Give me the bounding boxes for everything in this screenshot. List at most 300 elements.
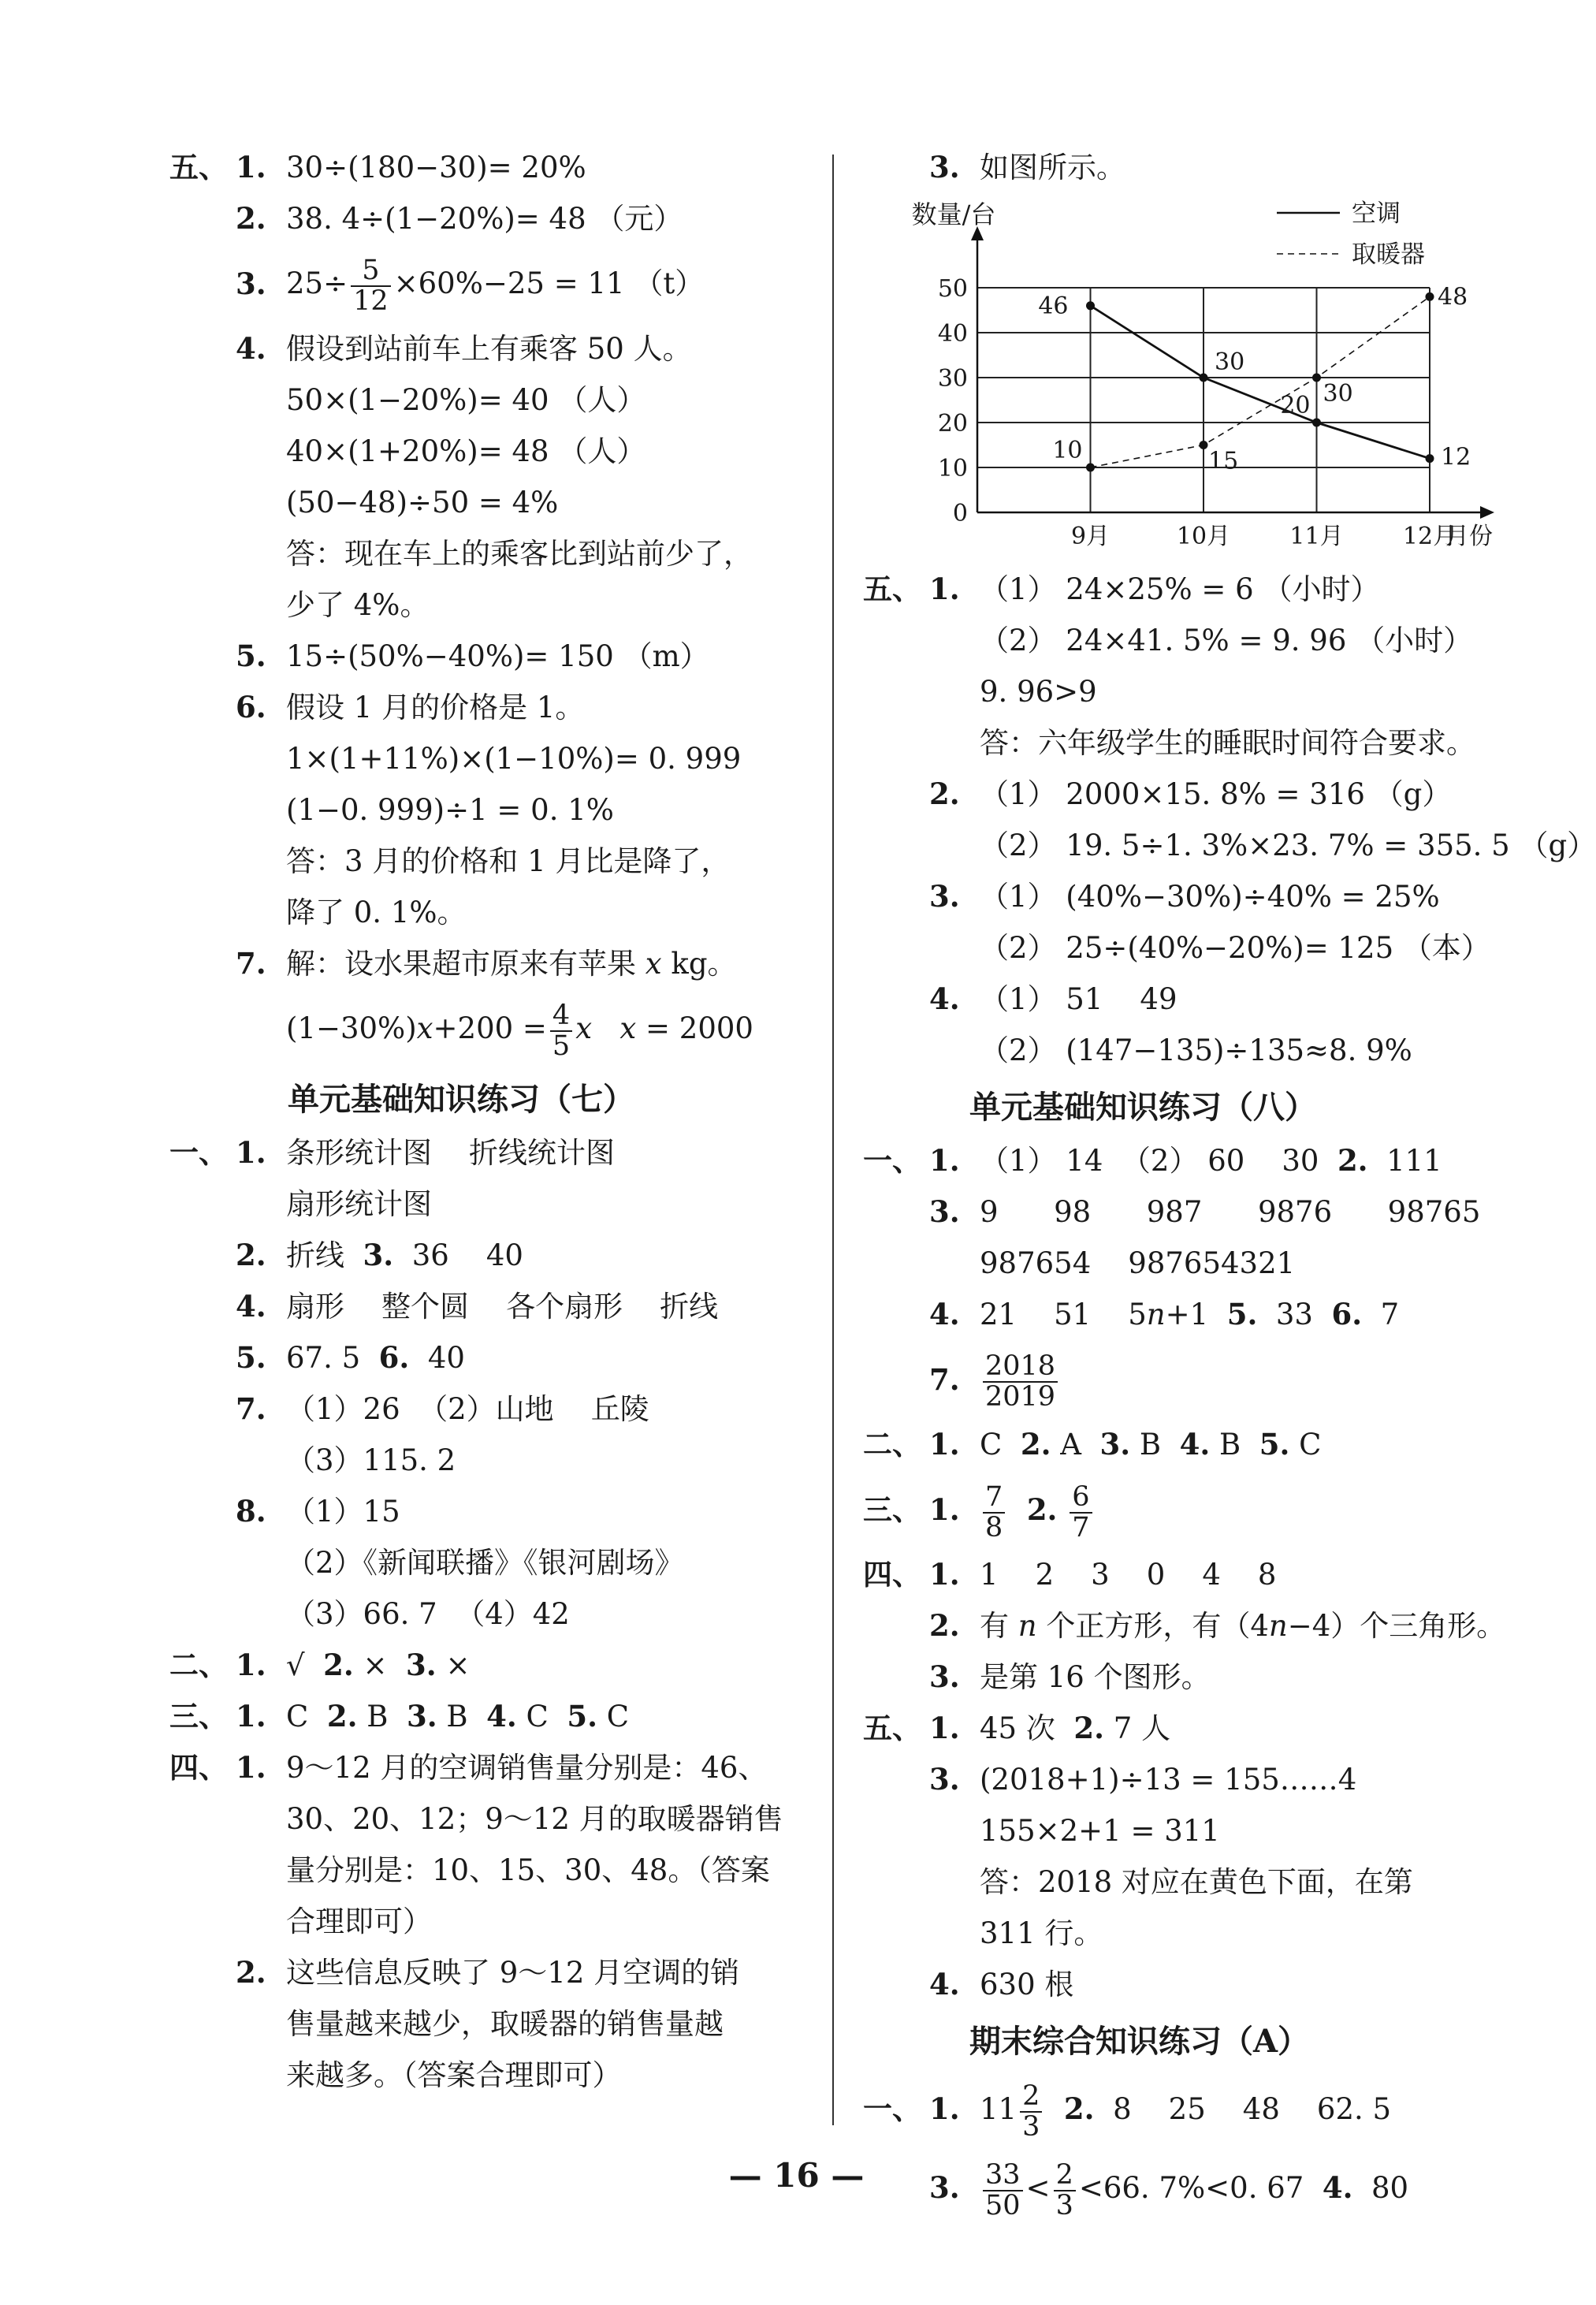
- numerator: 2: [1054, 2161, 1076, 2191]
- numerator: 7: [983, 1483, 1005, 1514]
- question-number: 4.: [929, 981, 960, 1016]
- question-number: 5.: [1226, 1297, 1258, 1331]
- question-number: 5.: [567, 1699, 597, 1733]
- expr-part: B: [357, 1700, 407, 1733]
- answer-line: [169, 733, 824, 784]
- section-label: 二、: [169, 1648, 228, 1682]
- answer-line: [863, 1908, 1541, 1959]
- expr-part: √: [286, 1648, 324, 1682]
- answer-text: 30、20、12；9～12 月的取暖器销售: [286, 1802, 783, 1836]
- section-heading: 单元基础知识练习（七）: [288, 1081, 634, 1118]
- expr-part: 8 25 48 62. 5: [1094, 2092, 1392, 2126]
- answer-line: [169, 836, 824, 887]
- answer-text: (1−0. 999)÷1 = 0. 1%: [286, 793, 614, 827]
- answer-text: 量分别是：10、15、30、48。（答案: [286, 1853, 770, 1887]
- data-point: [1086, 464, 1095, 472]
- answer-line: [169, 193, 824, 244]
- question-number: 1.: [929, 2091, 960, 2126]
- answer-line: [863, 1186, 1541, 1238]
- answer-text: 630 根: [980, 1968, 1074, 2002]
- expr-part: 45 次: [980, 1711, 1074, 1745]
- answer-text: 15÷(50%−40%)= 150 （m）: [286, 639, 709, 673]
- answer-text: 40×(1+20%)= 48 （人）: [286, 434, 646, 468]
- answer-text: 311 行。: [980, 1916, 1103, 1950]
- answer-line: [169, 1537, 824, 1588]
- answer-text: 答：六年级学生的睡眠时间符合要求。: [980, 726, 1475, 760]
- answer-text: 假设到站前车上有乘客 50 人。: [286, 332, 692, 366]
- whole-number: 11: [980, 2092, 1017, 2126]
- answer-text: 30÷(180−30)= 20%: [286, 151, 586, 184]
- answer-line: [863, 666, 1541, 717]
- question-number: 2.: [326, 1699, 358, 1733]
- y-tick-label: 10: [937, 455, 968, 482]
- denominator: 3: [1022, 2110, 1040, 2143]
- answer-line: [863, 1651, 1541, 1703]
- expr-part: 有: [980, 1609, 1018, 1643]
- expr-part: [592, 1011, 619, 1045]
- column-divider: [832, 155, 834, 2125]
- question-number: 3.: [929, 150, 960, 184]
- answer-line: [169, 1588, 824, 1640]
- question-number: 1.: [236, 1648, 266, 1682]
- question-number: 2.: [1063, 2091, 1095, 2126]
- question-number: 3.: [406, 1648, 437, 1682]
- expr-part: 36 40: [393, 1238, 523, 1272]
- answer-text: [286, 1230, 523, 1281]
- expr-part: 33: [1257, 1298, 1332, 1331]
- question-number: 6.: [378, 1340, 410, 1375]
- answer-text: 9 98 987 9876 98765: [980, 1195, 1481, 1229]
- question-number: 7.: [929, 1362, 960, 1397]
- answer-line: [169, 1281, 824, 1332]
- answer-line: [169, 374, 824, 426]
- expr-part: （1） 14 （2） 60 30: [980, 1144, 1337, 1178]
- numerator: 5: [351, 256, 391, 287]
- x-tick-label: 11月: [1289, 523, 1344, 550]
- answer-text: 1×(1+11%)×(1−10%)= 0. 999: [286, 742, 742, 776]
- question-number: 3.: [929, 1194, 960, 1229]
- data-point: [1200, 374, 1208, 382]
- answer-text: （3）66. 7 （4）42: [286, 1597, 570, 1631]
- answer-text: [286, 1691, 629, 1742]
- answer-line: [169, 887, 824, 938]
- fraction: [550, 1001, 572, 1061]
- question-number: 1.: [929, 1427, 960, 1462]
- variable: x: [619, 1011, 637, 1045]
- answer-line: [169, 323, 824, 374]
- answer-line: [169, 1640, 824, 1691]
- question-number: 6.: [236, 690, 266, 724]
- answer-line: [863, 1600, 1541, 1651]
- denominator: 8: [985, 1511, 1003, 1543]
- legend-label: 空调: [1352, 199, 1401, 228]
- answer-text: （1） 2000×15. 8% = 316 （g）: [980, 777, 1452, 811]
- question-number: 3.: [929, 2170, 960, 2205]
- answer-text: 扇形 整个圆 各个扇形 折线: [286, 1290, 719, 1324]
- denominator: 50: [985, 2189, 1021, 2221]
- answer-line: [863, 1135, 1541, 1186]
- answer-text: 答：2018 对应在黄色下面，在第: [980, 1865, 1413, 1899]
- answer-line: [169, 244, 824, 323]
- question-number: 2.: [1026, 1492, 1058, 1527]
- question-number: 4.: [1179, 1427, 1211, 1462]
- answer-line: [169, 989, 824, 1068]
- expr-part: 111: [1367, 1144, 1442, 1178]
- answer-line: [863, 974, 1541, 1025]
- answer-text: 答：3 月的价格和 1 月比是降了，: [286, 844, 731, 878]
- question-number: 3.: [406, 1699, 437, 1733]
- answer-text: 155×2+1 = 311: [980, 1814, 1220, 1848]
- answer-line: [169, 426, 824, 477]
- data-label: 10: [1052, 437, 1083, 464]
- denominator: 3: [1055, 2189, 1073, 2221]
- answer-line: [169, 1179, 824, 1230]
- numerator: 33: [983, 2161, 1023, 2191]
- answer-text: [286, 989, 753, 1068]
- answer-text: （2）《新闻联播》《银河剧场》: [286, 1546, 684, 1580]
- answer-text: 38. 4÷(1−20%)= 48 （元）: [286, 202, 683, 236]
- answer-line: [863, 1856, 1541, 1908]
- variable: x: [575, 1011, 593, 1045]
- expr-part: 80: [1352, 2171, 1409, 2205]
- data-label: 30: [1323, 380, 1353, 408]
- answer-text: 如图所示。: [980, 151, 1125, 184]
- data-label: 15: [1208, 447, 1239, 475]
- numerator: 2018: [983, 1352, 1058, 1383]
- answer-text: 合理即可）: [286, 1905, 432, 1938]
- question-number: 1.: [929, 572, 960, 606]
- question-number: 4.: [1322, 2170, 1353, 2205]
- expr-part: kg。: [661, 947, 737, 981]
- x-tick-label: 9月: [1070, 523, 1111, 550]
- expr-part: C: [1289, 1428, 1322, 1462]
- expr-part: <: [1025, 2171, 1051, 2205]
- answer-line: [169, 1998, 824, 2050]
- answer-line: [169, 1230, 824, 1281]
- answer-line: [169, 2050, 824, 2101]
- section-heading-row: [169, 1068, 824, 1127]
- answer-text: 来越多。（答案合理即可）: [286, 2058, 622, 2092]
- answer-text: 这些信息反映了 9～12 月空调的销: [286, 1956, 740, 1990]
- expr-part: +200 =: [433, 1011, 547, 1045]
- answer-text: [980, 1703, 1170, 1754]
- question-number: 1.: [929, 1492, 960, 1527]
- section-label: 一、: [863, 2091, 921, 2126]
- question-number: 5.: [236, 639, 266, 673]
- data-point: [1200, 441, 1208, 449]
- answer-line: [169, 1383, 824, 1435]
- answer-line: [863, 1238, 1541, 1289]
- data-point: [1312, 419, 1321, 427]
- fraction: [1020, 2082, 1042, 2142]
- y-tick-label: 0: [952, 500, 968, 527]
- answer-line: [863, 871, 1541, 922]
- answer-line: [169, 1332, 824, 1383]
- answer-line: [169, 1486, 824, 1537]
- variable: x: [416, 1011, 433, 1045]
- data-point: [1426, 292, 1434, 301]
- question-number: 5.: [1259, 1427, 1290, 1462]
- question-number: 7.: [236, 946, 266, 981]
- answer-line: [863, 820, 1596, 871]
- denominator: 7: [1072, 1511, 1090, 1543]
- denominator: 5: [552, 1030, 571, 1062]
- expr-part: C: [597, 1700, 630, 1733]
- answer-line: [863, 1549, 1541, 1600]
- answer-text: （1） 24×25% = 6 （小时）: [980, 572, 1380, 606]
- answer-text: [286, 938, 737, 989]
- left-column: [169, 142, 824, 2101]
- answer-text: 50×(1−20%)= 40 （人）: [286, 383, 646, 417]
- answer-text: （2） 25÷(40%−20%)= 125 （本）: [980, 931, 1490, 965]
- question-number: 3.: [363, 1238, 394, 1272]
- answer-text: （2） (147−135)÷135≈8. 9%: [980, 1033, 1412, 1067]
- answer-text: （2） 19. 5÷1. 3%×23. 7% = 355. 5 （g）: [980, 829, 1596, 862]
- answer-line: [863, 1419, 1541, 1470]
- answer-text: 9. 96>9: [980, 675, 1097, 709]
- question-number: 1.: [236, 1135, 266, 1170]
- numerator: 4: [550, 1001, 572, 1032]
- answer-text: [980, 1135, 1442, 1186]
- answer-line: [169, 1691, 824, 1742]
- answer-text: 987654 987654321: [980, 1246, 1296, 1280]
- question-number: 2.: [323, 1648, 354, 1682]
- question-number: 6.: [1331, 1297, 1363, 1331]
- section-label: 三、: [863, 1492, 921, 1527]
- fraction: [983, 1480, 1005, 1543]
- answer-text: （1）26 （2）山地 丘陵: [286, 1392, 649, 1426]
- answer-line: [863, 1470, 1541, 1549]
- y-tick-label: 40: [937, 320, 968, 348]
- question-number: 5.: [236, 1340, 266, 1375]
- expr-part: ×60%−25 = 11 （t）: [393, 266, 705, 300]
- answer-line: [863, 564, 1541, 615]
- fraction: [983, 1352, 1058, 1412]
- question-number: 1.: [929, 1711, 960, 1745]
- data-point: [1086, 301, 1095, 310]
- answer-text: [286, 244, 704, 323]
- question-number: 2.: [1020, 1427, 1051, 1462]
- expr-part: C: [516, 1700, 567, 1733]
- answer-line: [863, 1754, 1541, 1805]
- answer-text: 扇形统计图: [286, 1187, 432, 1221]
- answer-text: （1） (40%−30%)÷40% = 25%: [980, 880, 1440, 914]
- question-number: 2.: [1073, 1711, 1105, 1745]
- question-number: 2.: [236, 1955, 266, 1990]
- answer-line: [863, 769, 1541, 820]
- answer-line: [863, 1805, 1541, 1856]
- denominator: 2019: [985, 1380, 1056, 1413]
- section-heading-row: [863, 2010, 1541, 2069]
- question-number: 1.: [929, 1557, 960, 1592]
- answer-text: [286, 1640, 470, 1691]
- expr-part: 个正方形，有（4: [1036, 1609, 1269, 1643]
- answer-line: [169, 1127, 824, 1179]
- data-point: [1312, 374, 1321, 382]
- expr-part: 21 51 5: [980, 1298, 1147, 1331]
- expr-part: C: [980, 1428, 1021, 1462]
- answer-text: 降了 0. 1%。: [286, 896, 467, 929]
- answer-text: 假设 1 月的价格是 1。: [286, 691, 585, 724]
- x-axis-arrow: [1480, 506, 1494, 519]
- data-label: 30: [1215, 348, 1245, 376]
- answer-text: （2） 24×41. 5% = 9. 96 （小时）: [980, 624, 1473, 657]
- expr-part: 40: [409, 1341, 465, 1375]
- answer-line: [169, 1793, 824, 1845]
- section-heading: 单元基础知识练习（八）: [969, 1089, 1316, 1126]
- answer-line: [863, 2069, 1541, 2148]
- answer-text: (2018+1)÷13 = 155……4: [980, 1763, 1357, 1797]
- expr-part: <66. 7%<0. 67: [1078, 2171, 1323, 2205]
- expr-part: B: [1210, 1428, 1259, 1462]
- section-label: 五、: [169, 150, 228, 184]
- answer-line: [169, 579, 824, 631]
- answer-text: [980, 1340, 1061, 1419]
- answer-line: [169, 477, 824, 528]
- x-tick-label: 10月: [1176, 523, 1231, 550]
- answer-line: [169, 784, 824, 836]
- question-number: 3.: [929, 1762, 960, 1797]
- expr-part: 解：设水果超市原来有苹果: [286, 947, 645, 981]
- answer-text: [980, 1470, 1096, 1550]
- answer-text: 答：现在车上的乘客比到站前少了，: [286, 537, 753, 571]
- question-number: 7.: [236, 1391, 266, 1426]
- answer-line: [863, 717, 1541, 769]
- answer-text: 少了 4%。: [286, 588, 430, 622]
- section-label: 五、: [863, 1711, 921, 1745]
- answer-line: [863, 1703, 1541, 1754]
- y-tick-label: 20: [937, 410, 968, 438]
- question-number: 3.: [1099, 1427, 1131, 1462]
- answer-text: [980, 1289, 1399, 1340]
- question-number: 3.: [929, 879, 960, 914]
- expr-part: C: [286, 1700, 327, 1733]
- section-label: 四、: [169, 1750, 228, 1785]
- answer-line: [863, 615, 1541, 666]
- question-number: 3.: [236, 266, 266, 301]
- section-heading-row: [863, 1076, 1541, 1135]
- answer-text: (50−48)÷50 = 4%: [286, 486, 559, 519]
- page-number: — 16 —: [728, 2156, 865, 2195]
- answer-line: [169, 938, 824, 989]
- question-number: 2.: [929, 776, 960, 811]
- y-tick-label: 50: [937, 275, 968, 303]
- line-chart: [911, 197, 1537, 552]
- variable: n: [1268, 1609, 1288, 1643]
- question-number: 4.: [236, 1289, 266, 1324]
- answer-text: （1）15: [286, 1495, 400, 1529]
- expr-part: 7: [1362, 1298, 1400, 1331]
- fraction: [351, 256, 391, 316]
- answer-line: [169, 631, 824, 682]
- expr-part: 67. 5: [286, 1341, 379, 1375]
- question-number: 2.: [236, 201, 266, 236]
- question-number: 4.: [236, 331, 266, 366]
- question-number: 4.: [486, 1699, 517, 1733]
- question-number: 2.: [1337, 1143, 1368, 1178]
- expr-part: −4）个三角形。: [1287, 1609, 1506, 1643]
- answer-line: [863, 1289, 1541, 1340]
- answer-text: （1） 51 49: [980, 982, 1177, 1016]
- question-number: 8.: [236, 1494, 266, 1529]
- expr-part: ×: [353, 1648, 407, 1682]
- answer-line: [863, 1340, 1541, 1419]
- question-number: 2.: [236, 1238, 266, 1272]
- y-tick-label: 30: [937, 365, 968, 393]
- answer-text: [980, 1600, 1505, 1651]
- answer-line: [169, 1845, 824, 1896]
- answer-text: 条形统计图 折线统计图: [286, 1136, 616, 1170]
- answer-line: [169, 1435, 824, 1486]
- x-axis-label: 月份: [1445, 523, 1493, 550]
- answer-text: 售量越来越少，取暖器的销售量越: [286, 2007, 724, 2041]
- numerator: 6: [1070, 1483, 1092, 1514]
- answer-line: [863, 1025, 1541, 1076]
- section-label: 一、: [169, 1135, 228, 1170]
- section-label: 四、: [863, 1557, 921, 1592]
- expr-part: = 2000: [636, 1011, 753, 1045]
- question-number: 2.: [929, 1608, 960, 1643]
- denominator: 12: [353, 285, 389, 317]
- question-number: 3.: [929, 1659, 960, 1694]
- numerator: 2: [1020, 2082, 1042, 2113]
- variable: n: [1017, 1609, 1037, 1643]
- variable: x: [645, 947, 662, 981]
- answer-line: [863, 922, 1541, 974]
- expr-part: B: [1130, 1428, 1180, 1462]
- expr-part: +1: [1165, 1298, 1227, 1331]
- y-axis-label: 数量/台: [911, 199, 996, 229]
- legend-label: 取暖器: [1352, 240, 1425, 269]
- expr-part: A: [1051, 1428, 1100, 1462]
- series-line: [1091, 306, 1430, 459]
- answer-line: [169, 528, 824, 579]
- answer-text: 是第 16 个图形。: [980, 1660, 1211, 1694]
- fraction: [1070, 1480, 1092, 1543]
- answer-line: [863, 142, 1541, 193]
- data-point: [1426, 454, 1434, 463]
- data-label: 48: [1438, 283, 1468, 311]
- answer-line: [169, 1896, 824, 1947]
- answer-text: [980, 1419, 1321, 1470]
- answer-line: [169, 142, 824, 193]
- answer-line: [169, 682, 824, 733]
- expr-part: 25÷: [286, 266, 348, 300]
- question-number: 1.: [236, 1750, 266, 1785]
- expr-part: ×: [436, 1648, 471, 1682]
- question-number: 4.: [929, 1967, 960, 2002]
- answer-line: [169, 1742, 824, 1793]
- answer-text: （3）115. 2: [286, 1443, 456, 1477]
- expr-part: (1−30%): [286, 1011, 417, 1045]
- answer-text: [980, 2069, 1391, 2149]
- answer-text: [286, 1332, 465, 1383]
- expr-part: 折线: [286, 1238, 363, 1272]
- expr-part: 7 人: [1104, 1711, 1171, 1745]
- expr-part: B: [437, 1700, 487, 1733]
- variable: n: [1146, 1298, 1166, 1331]
- question-number: 1.: [929, 1143, 960, 1178]
- answer-line: [169, 1947, 824, 1998]
- answer-line: [863, 1959, 1541, 2010]
- answer-text: 1 2 3 0 4 8: [980, 1558, 1277, 1592]
- section-label: 五、: [863, 572, 921, 606]
- data-label: 46: [1038, 292, 1069, 320]
- question-number: 4.: [929, 1297, 960, 1331]
- x-tick-label: 12月: [1402, 523, 1457, 550]
- question-number: 1.: [236, 150, 266, 184]
- data-label: 12: [1441, 443, 1471, 471]
